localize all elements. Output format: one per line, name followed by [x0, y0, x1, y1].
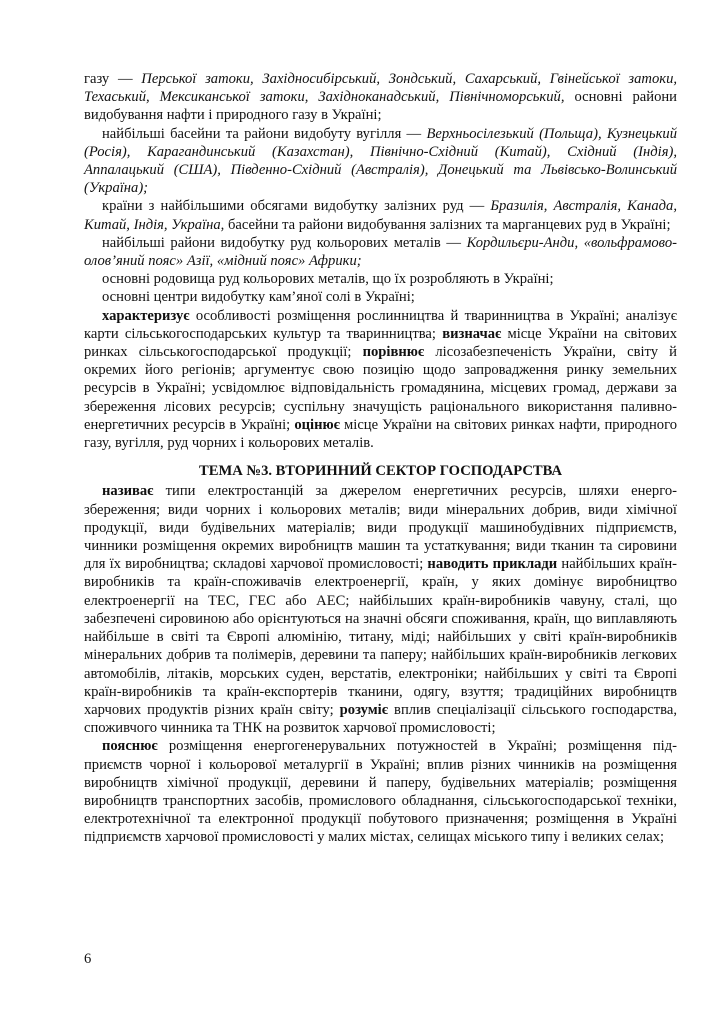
paragraph-nonferrous-deposits: основні родовища руд кольорових металів, що їх розробляють в Україні;	[102, 271, 554, 288]
text: особливості розміщення рослинництва й тваринництва в Україні; аналізує карти сільськогосподарських культур та тваринництва;	[84, 307, 677, 342]
text: типи електростанцій за джерелом енергетичних ресурсів, шляхи енергозбереження; види чорних і кольорових металів; види мінеральних добрив, види хімічної продукції, види будівельних матеріалів; види продукції машинобудівних підприємств, чинники розміщення окремих виробництв машин та устаткування; види тканин та сировини для їх виробництва; складові харчової промисловості;	[84, 483, 677, 573]
keyword: наводить приклади	[427, 556, 558, 573]
section-heading: ТЕМА №3. ВТОРИННИЙ СЕКТОР ГОСПОДАРСТВА	[198, 463, 563, 480]
paragraph-iron-ore	[84, 197, 677, 233]
paragraph-rock-salt: основні центри видобутку кам’яної солі в Україні;	[102, 289, 415, 306]
keyword: визначає	[442, 325, 502, 342]
text: найбільші райони видобутку руд кольорових металів —	[102, 234, 467, 251]
text: місце України на світових ринках сільськогосподарської продукції;	[84, 325, 677, 361]
italic-text: Верхньосілезький (Польща), Кузнецький (Росія), Карагандинський (Казахстан), Північно-Східний (Китай), Східний (Індія), Аппалацький (США), Південно-Східний (Австралія), Донецький та Львівсько-Волинський (Україна);	[84, 125, 677, 197]
keyword: розуміє	[339, 701, 389, 718]
text: розміщення енергогенерувальних потужностей в Україні; розміщення підприємств чорної і кольорової металургії в Україні; вплив різних чинників на розміщення виробництв хімічної продукції, деревини й паперу, будівельних матеріалів; розміщення виробництв транспортних засобів, промислового обладнання, сільськогосподарської техніки, електротехнічної та електронної продукції побутового призначення; розміщення в Україні підприємств харчової промисловості у малих містах, селищах міського типу і великих селах;	[84, 738, 677, 846]
text: найбільших країн-виробників та країн-споживачів електроенергії, країн, у яких домінує виробництво електроенергії на ТЕС, ГЕС або АЕС; найбільших країн-виробників чавуну, сталі, що забезпечені сировиною або орієнтуються на значні обсяги споживання, країн, що виплавляють найбільше в світі та Європі алюмінію, титану, міді; найбільших у світі країн-виробників мінеральних добрив та полімерів, деревини та паперу; найбільших країн-виробників легкових автомобілів, літаків, морських суден, верстатів, електроніки; найбільших у світі та Європі країн-виробників та країн-експортерів тканини, одягу, взуття; традиційних виробництв харчових продуктів різних країн світу;	[84, 556, 677, 718]
text: басейни та райони видобування залізних та марганцевих руд в Україні;	[224, 216, 671, 233]
text: лісозабезпеченість України, світу й окремих його регіонів; аргументує свою позицію щодо запровадження ринку земельних ресурсів в Україні; усвідомлює відповідальність громадянина, місцевих громад, держави за збереження лісових ресурсів; суспільну значущість раціонального використання паливно-енергетичних ресурсів в Україні;	[84, 344, 677, 433]
paragraph-nonferrous-ores	[84, 234, 677, 270]
keyword: порівнює	[362, 344, 425, 361]
text: газу —	[84, 71, 142, 87]
italic-text: Бразилія, Австралія, Канада, Китай, Індія, Україна,	[84, 198, 677, 233]
paragraph-names	[84, 482, 677, 737]
text: найбільші басейни та райони видобуту вугілля —	[102, 125, 427, 142]
keyword: пояснює	[102, 738, 158, 755]
keyword: оцінює	[294, 416, 340, 433]
keyword: називає	[102, 483, 154, 500]
paragraph-coal-basins	[84, 125, 677, 198]
text: вплив спеціалізації сільського господарства, споживчого чинника та ТНК на розвиток харчової промисловості;	[84, 701, 677, 737]
paragraph-explains	[84, 737, 677, 846]
page-body	[84, 70, 677, 847]
keyword: характеризує	[102, 307, 190, 324]
text: основні райони видобування нафти і природного газу в Україні;	[84, 89, 677, 124]
page-number: 6	[84, 951, 92, 967]
paragraph-gas-regions	[84, 70, 677, 125]
italic-text: Перської затоки, Західносибірський, Зондський, Сахарський, Гвінейської затоки, Техаський, Мексиканської затоки, Західноканадський, Північноморський,	[84, 71, 678, 106]
italic-text: Кордильєри-Анди, «вольфрамово-олов’яний пояс» Азії, «мідний пояс» Африки;	[84, 234, 677, 270]
paragraph-characterizes	[84, 307, 677, 453]
text: країни з найбільшими обсягами видобутку залізних руд —	[102, 198, 491, 215]
text: місце України на світових ринках нафти, природного газу, вугілля, руд чорних і кольорових металів.	[84, 416, 677, 452]
